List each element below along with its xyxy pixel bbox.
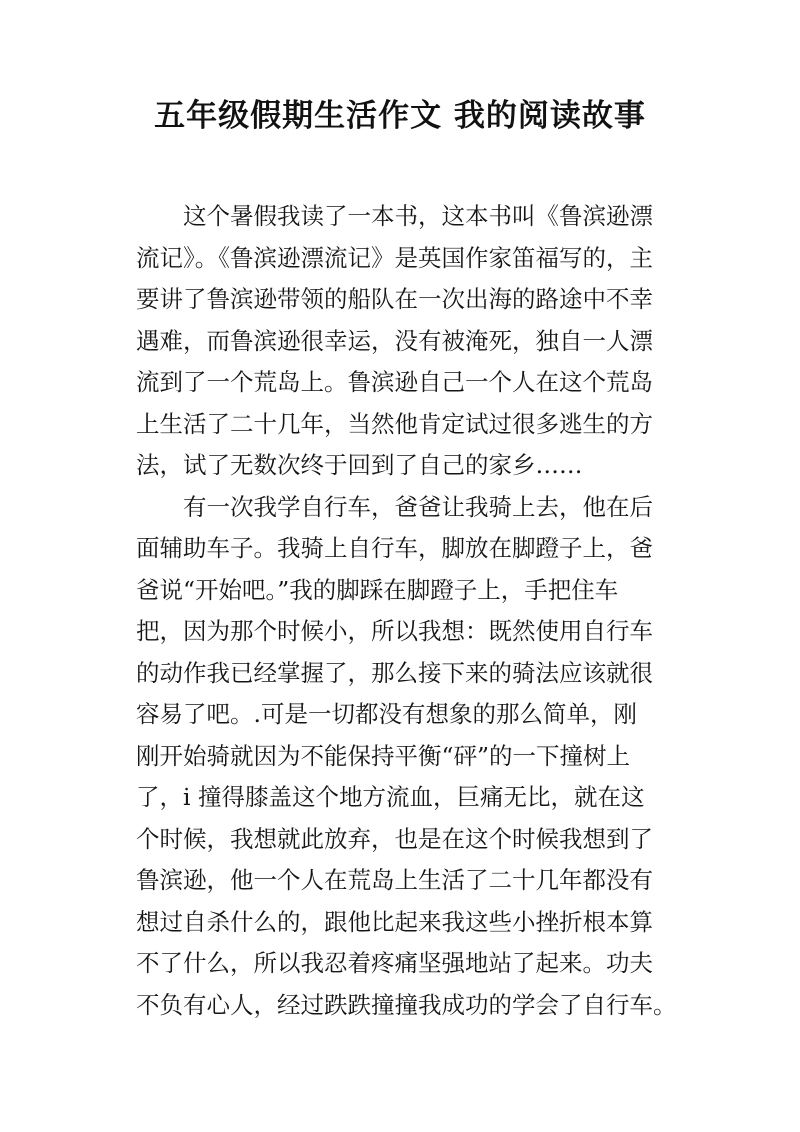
paragraph-line: 爸说“开始吧。”我的脚踩在脚蹬子上，手把住车 <box>136 575 619 604</box>
paragraph-line: 了，i 撞得膝盖这个地方流血，巨痛无比，就在这 <box>136 783 645 811</box>
paragraph-line: 面辅助车子。我骑上自行车，脚放在脚蹬子上，爸 <box>136 534 653 562</box>
paragraph-line: 不负有心人，经过跌跌撞撞我成功的学会了自行车。 <box>136 990 677 1019</box>
paragraph-line: 容易了吧。.可是一切都没有想象的那么简单，刚 <box>136 700 637 728</box>
paragraph-line: 的动作我已经掌握了，那么接下来的骑法应该就很 <box>136 658 653 687</box>
essay-body <box>136 196 696 1026</box>
paragraph-line: 刚开始骑就因为不能保持平衡“砰”的一下撞树上 <box>136 741 631 770</box>
paragraph-line: 遇难，而鲁滨逊很幸运，没有被淹死，独自一人漂 <box>136 326 653 355</box>
paragraph-line: 这个暑假我读了一本书，这本书叫《鲁滨逊漂 <box>183 202 653 230</box>
paragraph-line: 想过自杀什么的，跟他比起来我这些小挫折根本算 <box>136 907 653 936</box>
paragraph-line: 把，因为那个时候小，所以我想：既然使用自行车 <box>136 617 653 645</box>
paragraph-line: 流到了一个荒岛上。鲁滨逊自己一个人在这个荒岛 <box>136 368 653 396</box>
document-title: 五年级假期生活作文 我的阅读故事 <box>154 98 646 134</box>
paragraph-line: 上生活了二十几年，当然他肯定试过很多逃生的方 <box>136 409 653 438</box>
paragraph-line: 流记》。《鲁滨逊漂流记》是英国作家笛福写的，主 <box>136 243 653 272</box>
paragraph-line: 不了什么，所以我忍着疼痛坚强地站了起来。功夫 <box>136 949 653 977</box>
paragraph-line: 要讲了鲁滨逊带领的船队在一次出海的路途中不幸 <box>136 285 653 313</box>
paragraph-line: 鲁滨逊，他一个人在荒岛上生活了二十几年都没有 <box>136 866 653 894</box>
paragraph-line: 法，试了无数次终于回到了自己的家乡…… <box>136 451 583 479</box>
paragraph-line: 有一次我学自行车，爸爸让我骑上去，他在后 <box>183 492 653 521</box>
paragraph-line: 个时候，我想就此放弃，也是在这个时候我想到了 <box>136 824 653 853</box>
